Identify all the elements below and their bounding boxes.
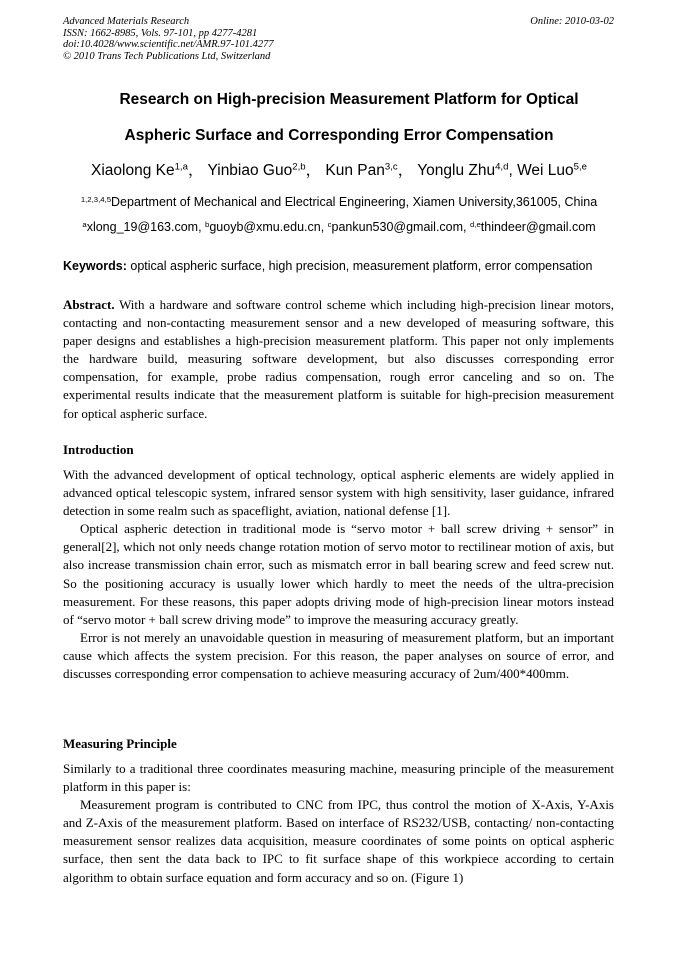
email: $^{d,e}$thindeer@gmail.com [470, 219, 596, 234]
affiliation: $^{1,2,3,4,5}$Department of Mechanical and Electrical Engineering, Xiamen University,361005, China [80, 194, 598, 209]
introduction-body [63, 466, 614, 683]
doi-line: doi:10.4028/www.scientific.net/AMR.97-101.4277 [63, 39, 274, 50]
journal-name: Advanced Materials Research [63, 16, 190, 27]
paragraph: Optical aspheric detection in traditional mode is “servo motor + ball screw driving + sensor” in general[2], which not only needs change rotation motion of servo motor to rectilinear motion of axis, but also increase transmission chain error, such as mismatch error in ball bearing screw and feed screw nut. So the positioning accuracy is usually lower which hardly to meet the needs of the ultra-precision measurement. For these reasons, this paper adopts driving mode of high-precision linear motors instead of “servo motor + ball screw driving mode” to improve the measuring accuracy greatly. [63, 521, 614, 627]
author: Xiaolong Ke$^{1,a}$， [91, 161, 204, 179]
introduction-heading: Introduction [63, 442, 134, 457]
abstract [63, 296, 614, 423]
abstract-text: With a hardware and software control scheme which including high-precision linear motors, contacting and non-contacting measurement sensor and a new developed of measuring software, this paper designs and establishes a high-precision measurement platform. This paper not only implements the hardware build, measuring software development, but also discusses corresponding error compensation, for example, probe radius compensation, rough error canceling and so on. The experimental results indicate that the measurement platform is suitable for high-precision measurement for optical aspheric surface. [63, 297, 615, 421]
paragraph: Error is not merely an unavoidable question in measuring of measurement platform, but an important cause which affects the system precision. For this reason, the paper analyses on source of error, and discusses corresponding error compensation to achieve measuring accuracy of 2um/400*400mm. [63, 629, 614, 682]
keywords [63, 259, 623, 273]
measuring-principle-heading: Measuring Principle [63, 736, 177, 751]
copyright-line: © 2010 Trans Tech Publications Ltd, Switzerland [63, 50, 271, 62]
journal-header [63, 16, 274, 62]
author: Kun Pan$^{3,c}$， [325, 161, 414, 179]
online-date: Online: 2010-03-02 [530, 16, 614, 27]
email: $^c$pankun530@gmail.com, [327, 219, 470, 234]
abstract-label: Abstract. [63, 297, 115, 312]
author: Yinbiao Guo$^{2,b}$， [207, 161, 322, 179]
author: Wei Luo$^{5,e}$ [517, 161, 587, 179]
author: Yonglu Zhu$^{4,d}$, [417, 161, 513, 179]
paragraph: Similarly to a traditional three coordinates measuring machine, measuring principle of the measurement platform in this paper is: [63, 761, 614, 795]
title-line-2: Aspheric Surface and Corresponding Error Compensation [124, 127, 554, 144]
keywords-text: optical aspheric surface, high precision, measurement platform, error compensation [130, 259, 593, 273]
title-line-1: Research on High-precision Measurement Platform for Optical [119, 91, 579, 108]
measuring-principle-body [63, 760, 614, 887]
author-list [0, 158, 678, 180]
paragraph: Measurement program is contributed to CNC from IPC, thus control the motion of X-Axis, Y-Axis and Z-Axis of the measurement platform. Based on interface of RS232/USB, contacting/ non-contacting measurement sensor realizes data acquisition, measure coordinates of some points on optical aspheric surface, then sent the data back to IPC to fit surface shape of this workpiece according to certain algorithm to obtain surface equation and form accuracy and so on. (Figure 1) [63, 797, 614, 885]
keywords-label: Keywords: [63, 259, 127, 273]
paragraph: With the advanced development of optical technology, optical aspheric elements are widely applied in advanced optical telescopic system, infrared sensor system with high sensitivity, laser guidance, infrared detection in some realm such as spaceflight, aviation, national defense [1]. [63, 467, 614, 519]
email: $^b$guoyb@xmu.edu.cn, [205, 219, 328, 234]
email-list [0, 220, 678, 234]
issn-line: ISSN: 1662-8985, Vols. 97-101, pp 4277-4281 [63, 27, 258, 39]
email: $^a$xlong_19@163.com, [82, 219, 206, 234]
